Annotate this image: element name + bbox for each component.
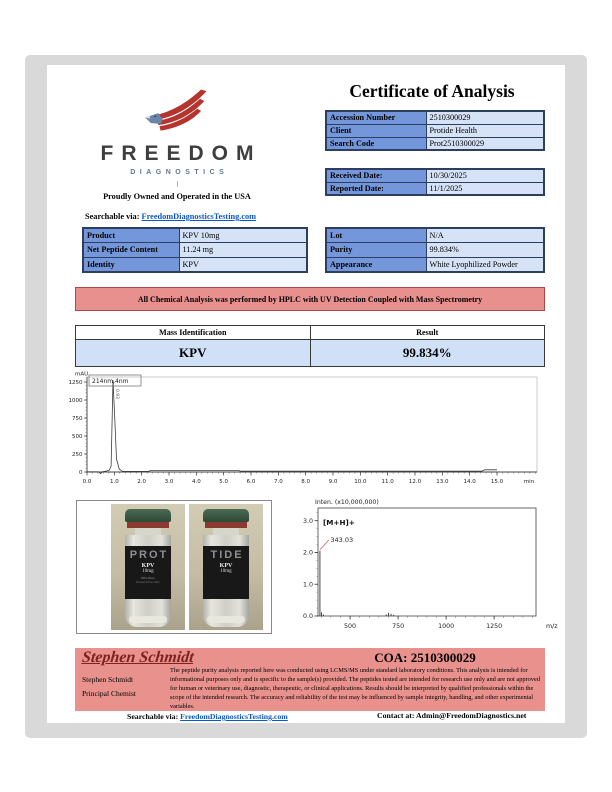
signature-script: Stephen Schmidt	[81, 649, 195, 666]
tagline-text: Proudly Owned and Operated in the USA	[103, 192, 251, 201]
svg-text:12.0: 12.0	[408, 479, 422, 485]
row-value: 2510300029	[426, 111, 544, 124]
vial-photo-left	[111, 504, 185, 630]
svg-text:343.03: 343.03	[330, 535, 354, 544]
table-header-row	[76, 326, 545, 340]
vial-label	[125, 546, 171, 599]
svg-text:2.0: 2.0	[137, 479, 147, 485]
svg-text:8.0: 8.0	[301, 479, 311, 485]
searchable-line	[85, 212, 256, 221]
svg-text:7.0: 7.0	[273, 479, 283, 485]
accession-table	[325, 110, 545, 151]
row-label: Identity	[83, 257, 179, 272]
svg-text:[M+H]+: [M+H]+	[323, 518, 355, 527]
row-label: Lot	[326, 228, 426, 243]
logo-block	[62, 89, 292, 201]
row-value: 11/1/2025	[426, 182, 544, 195]
svg-text:mAU: mAU	[75, 371, 89, 378]
vial-label-line: KPV	[141, 563, 155, 569]
vial-label-line: 10mg	[142, 569, 154, 574]
vial-illustration	[123, 509, 173, 627]
vial-powder	[129, 616, 167, 623]
vial-neck	[135, 528, 161, 535]
vial-cap	[203, 509, 249, 522]
method-banner: All Chemical Analysis was performed by HPLC with UV Detection Coupled with Mass Spectrometry	[75, 287, 545, 311]
svg-text:1.0: 1.0	[302, 581, 313, 589]
svg-text:214nm,4nm: 214nm,4nm	[92, 378, 129, 385]
mass-spectrum-chart	[293, 495, 560, 640]
vial-label-line: 99% Pure	[141, 576, 155, 580]
vial-photos-frame	[76, 500, 272, 634]
svg-text:min: min	[523, 479, 535, 485]
svg-text:1000: 1000	[438, 623, 455, 630]
row-value: Protide Health	[426, 124, 544, 137]
svg-text:5.0: 5.0	[219, 479, 229, 485]
vial-label-line: KPV	[219, 563, 233, 569]
table-row	[326, 137, 544, 150]
logo-brand-text: FREEDOM	[100, 142, 262, 165]
disclaimer-text: The peptide purity analysis reported here was conducted using LCMS/MS under standard laboratory conditions. This analysis is intended for informational purposes only and is specific to the sample(s) provided. The peptides tested are intended for research use only and are not approved for human or veterinary use, diagnostic, therapeutic, or clinical applications. Results should be interpreted by qualified professionals within the scope of the intended research. The accuracy and reliability of the test may be influenced by sample integrity, handling, and other experimental variables.	[170, 667, 540, 710]
table-row	[83, 257, 307, 272]
hplc-chromatogram-chart	[55, 370, 550, 495]
row-value: KPV 10mg	[179, 228, 307, 243]
mass-result-value: 99.834%	[310, 340, 545, 367]
table-row	[83, 243, 307, 258]
svg-text:2.0: 2.0	[302, 549, 313, 557]
svg-text:750: 750	[72, 416, 83, 422]
searchable-label: Searchable via:	[85, 212, 140, 221]
mass-identification-table	[75, 325, 545, 367]
table-row	[326, 257, 544, 272]
searchable-link[interactable]: FreedomDiagnosticsTesting.com	[141, 212, 257, 221]
row-value: White Lyophilized Powder	[426, 257, 544, 272]
vial-label-line: Research Use Only	[136, 580, 160, 584]
vial-body	[203, 535, 249, 627]
svg-text:11.0: 11.0	[381, 479, 394, 485]
table-row	[326, 169, 544, 182]
vial-body	[125, 535, 171, 627]
vial-label	[203, 546, 249, 599]
svg-text:m/z: m/z	[546, 623, 558, 630]
signer-role: Principal Chemist	[82, 689, 136, 698]
table-row	[326, 111, 544, 124]
svg-text:750: 750	[392, 623, 405, 630]
svg-text:500: 500	[344, 623, 357, 630]
vial-brand-text: TIDE	[210, 549, 244, 561]
svg-text:3.0: 3.0	[302, 517, 313, 525]
svg-text:14.0: 14.0	[463, 479, 476, 485]
eagle-flag-logo-icon	[144, 89, 210, 135]
table-row	[326, 243, 544, 258]
svg-text:10.0: 10.0	[354, 479, 367, 485]
dates-table	[325, 168, 545, 196]
vial-neck	[213, 528, 239, 535]
svg-text:0: 0	[79, 470, 83, 476]
svg-text:0.0: 0.0	[302, 613, 313, 621]
vial-cap	[125, 509, 171, 522]
footer-searchable	[127, 712, 288, 721]
footer-contact: Contact at: Admin@FreedomDiagnostics.net	[377, 711, 527, 720]
svg-text:4.0: 4.0	[191, 479, 201, 485]
table-row	[326, 124, 544, 137]
table-row	[326, 228, 544, 243]
row-label: Accession Number	[326, 111, 426, 124]
certificate-page	[47, 65, 565, 723]
svg-text:500: 500	[72, 434, 83, 440]
logo-divider	[177, 181, 178, 187]
row-label: Search Code	[326, 137, 426, 150]
row-value: Prot2510300029	[426, 137, 544, 150]
svg-text:3.0: 3.0	[164, 479, 174, 485]
row-label: Net Peptide Content	[83, 243, 179, 258]
svg-text:Inten. (x10,000,000): Inten. (x10,000,000)	[315, 499, 379, 506]
column-header: Mass Identification	[76, 326, 311, 340]
vial-powder	[207, 616, 245, 623]
row-label: Purity	[326, 243, 426, 258]
vial-photo-right	[189, 504, 263, 630]
vial-brand-text: PROT	[129, 549, 169, 561]
row-value: 10/30/2025	[426, 169, 544, 182]
row-label: Client	[326, 124, 426, 137]
signature-block	[75, 648, 545, 711]
table-row	[83, 228, 307, 243]
svg-text:1000: 1000	[68, 398, 83, 404]
vial-label-line: 10mg	[220, 569, 232, 574]
svg-text:1250: 1250	[68, 380, 83, 386]
row-value: 99.834%	[426, 243, 544, 258]
signer-name: Stephen Schmidt	[82, 675, 134, 684]
page-title: Certificate of Analysis	[349, 81, 515, 101]
row-label: Product	[83, 228, 179, 243]
footer-searchable-link[interactable]: FreedomDiagnosticsTesting.com	[180, 712, 288, 721]
footer-searchable-label: Searchable via:	[127, 712, 179, 721]
mass-id-value: KPV	[76, 340, 311, 367]
row-value: 11.24 mg	[179, 243, 307, 258]
svg-text:0.93: 0.93	[114, 389, 119, 400]
column-header: Result	[310, 326, 545, 340]
svg-text:0.0: 0.0	[82, 479, 92, 485]
vial-illustration	[201, 509, 251, 627]
row-label: Received Date:	[326, 169, 426, 182]
svg-text:1.0: 1.0	[109, 479, 119, 485]
product-table	[82, 227, 308, 273]
row-label: Reported Date:	[326, 182, 426, 195]
table-row	[326, 182, 544, 195]
svg-text:15.0: 15.0	[490, 479, 504, 485]
svg-text:6.0: 6.0	[246, 479, 256, 485]
svg-text:13.0: 13.0	[436, 479, 449, 485]
svg-text:250: 250	[72, 452, 83, 458]
row-value: KPV	[179, 257, 307, 272]
coa-number: COA: 2510300029	[374, 650, 476, 665]
svg-text:1250: 1250	[486, 623, 503, 630]
row-label: Appearance	[326, 257, 426, 272]
table-row	[76, 340, 545, 367]
logo-sub-text: DIAGNOSTICS	[130, 169, 229, 176]
svg-text:9.0: 9.0	[328, 479, 338, 485]
row-value: N/A	[426, 228, 544, 243]
lot-table	[325, 227, 545, 273]
